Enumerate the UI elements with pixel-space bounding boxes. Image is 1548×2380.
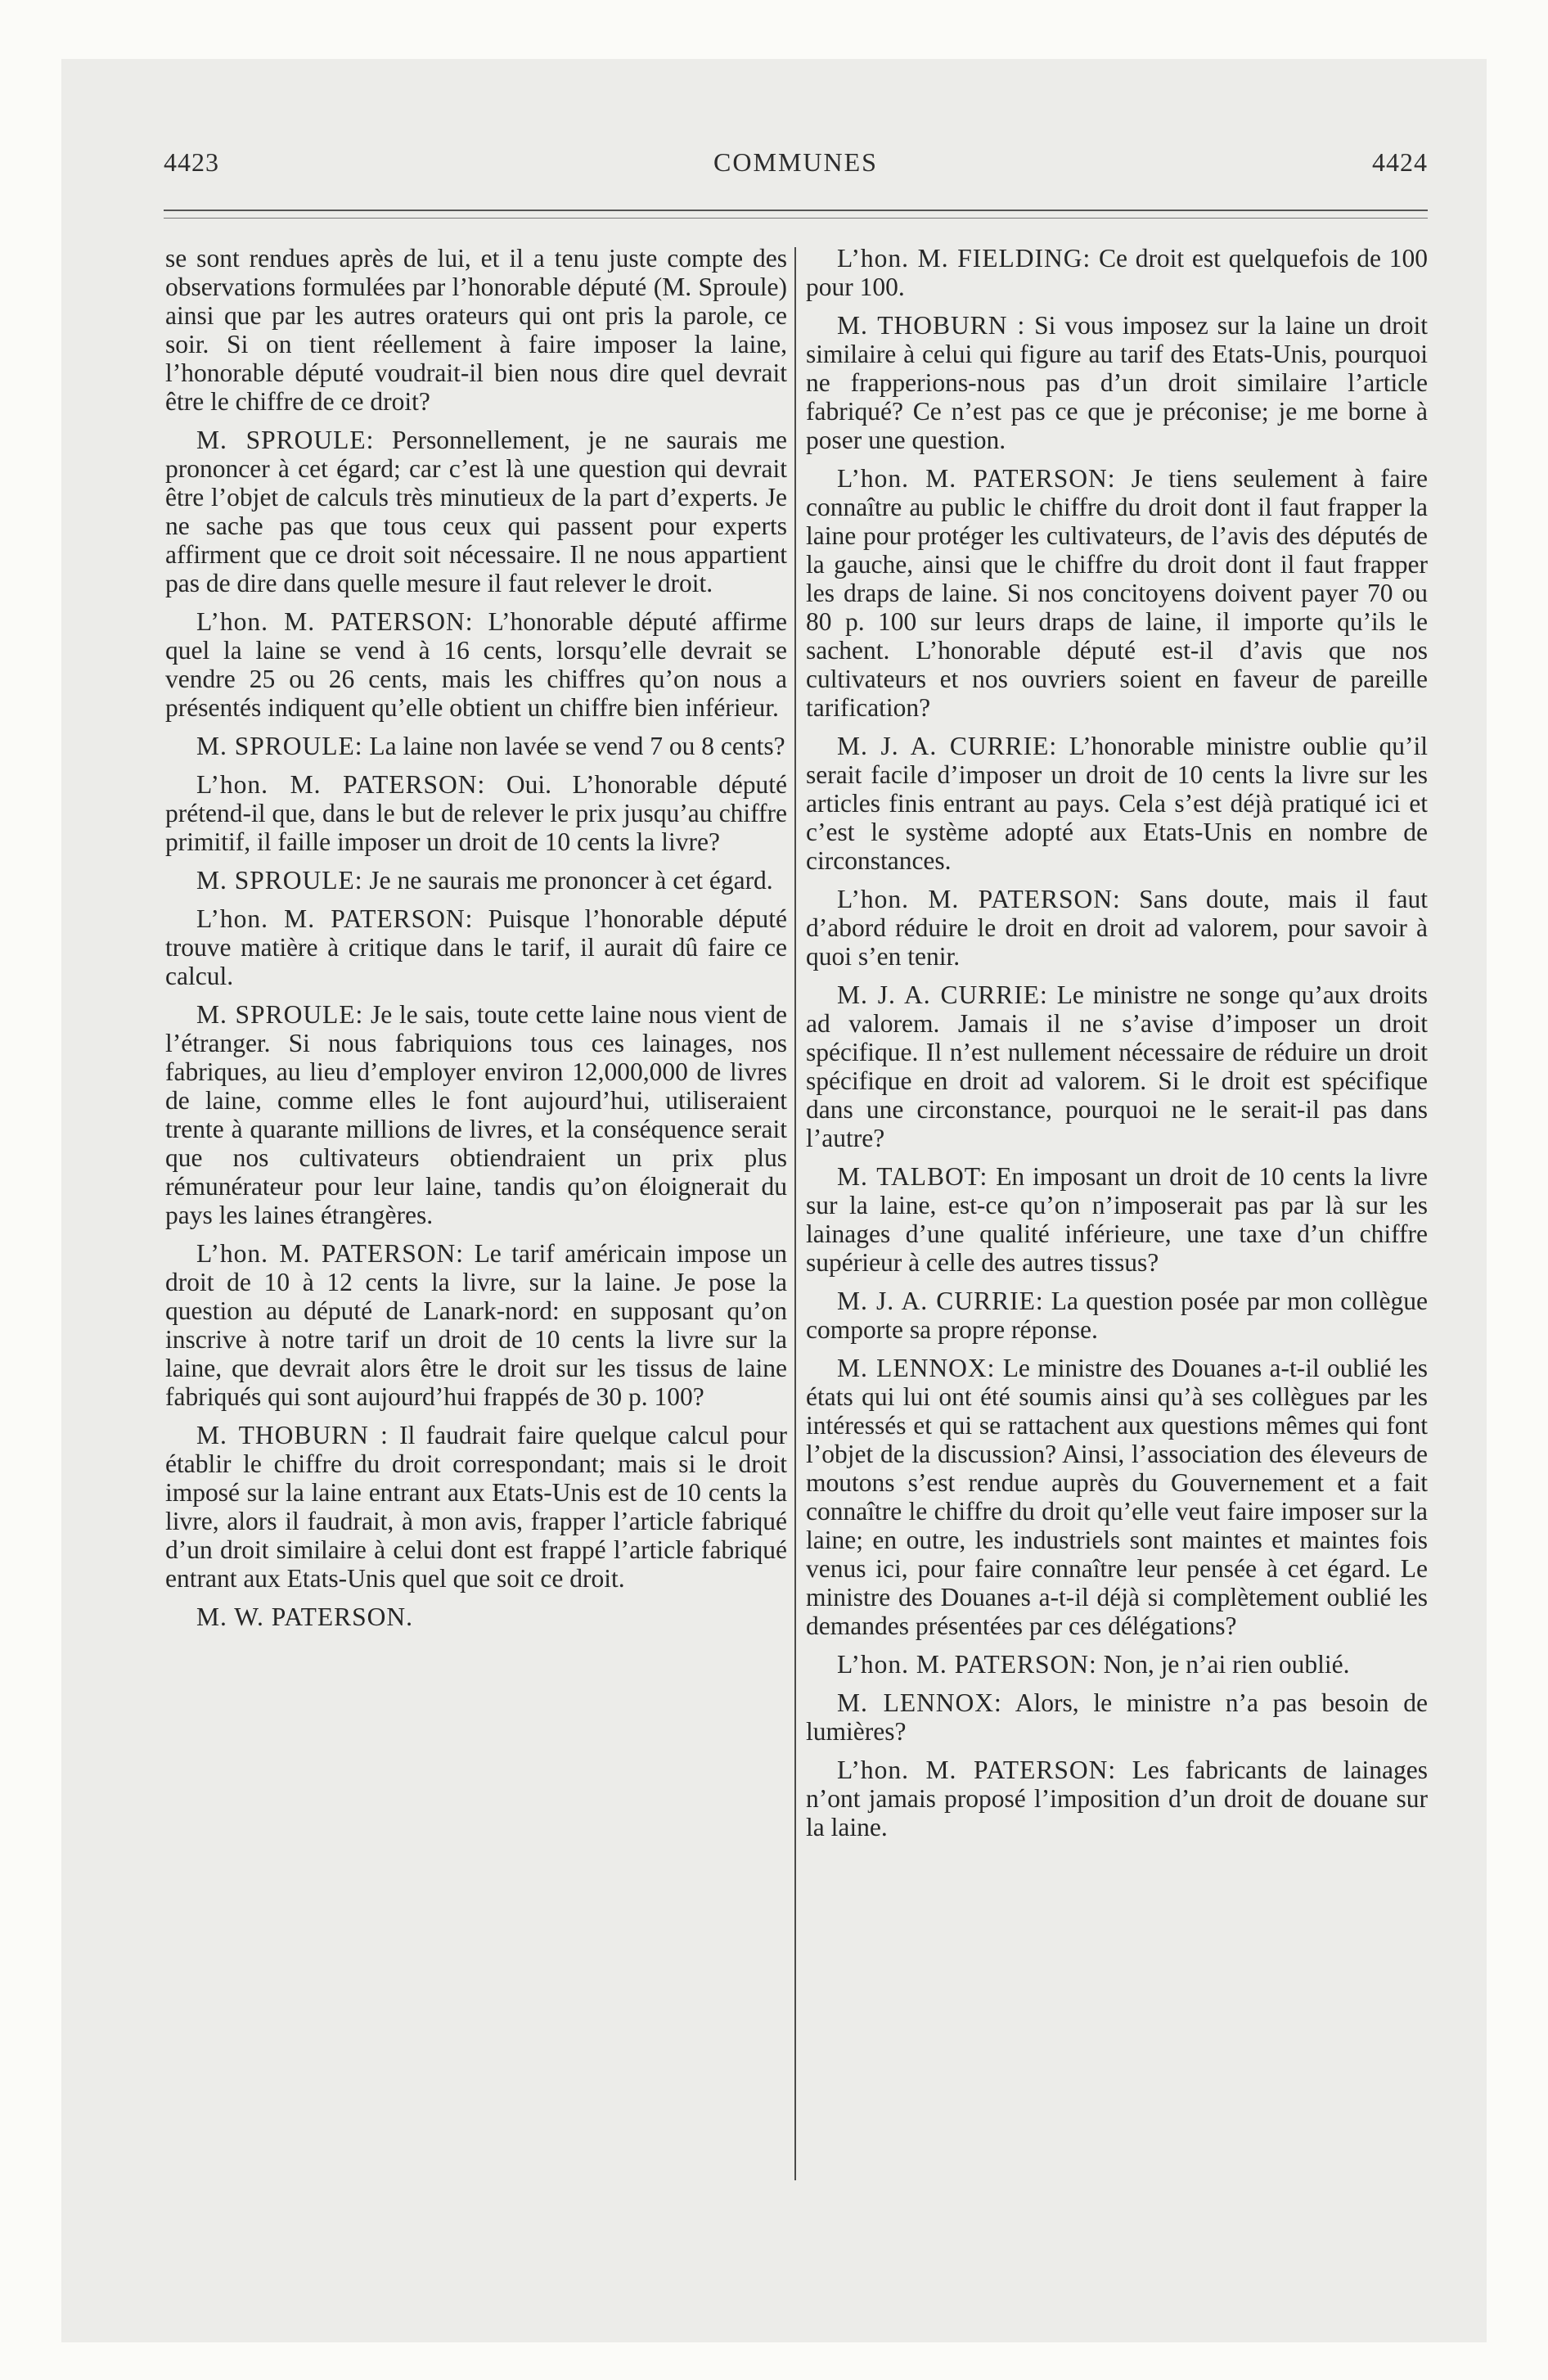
- speaker-name: L’hon. M. PATERSON:: [196, 904, 474, 933]
- speaker-name: L’hon. M. PATERSON:: [196, 770, 486, 799]
- page-header: [164, 147, 1428, 187]
- right-column: [806, 244, 1428, 1851]
- paragraph: [165, 1000, 787, 1229]
- left-column: [165, 244, 787, 1641]
- paragraph: [165, 426, 787, 597]
- speech-text: Ce droit est quelquefois de 100 pour 100.: [806, 244, 1428, 301]
- speech-text: Puisque l’honorable député trouve matière à critique dans le tarif, il aurait dû faire ce calcul.: [165, 904, 788, 990]
- paragraph: [165, 1421, 787, 1593]
- running-title: COMMUNES: [713, 147, 878, 177]
- speech-text: Le ministre des Douanes a-t-il oublié les états qui lui ont été soumis ainsi qu’à ses collègues par les intéressés et qui se rattachent aux questions mêmes qui font l’objet de la discussion? Ainsi, l’association des éleveurs de moutons s’est rendue auprès du Gouvernement et a fait connaître le chiffre du droit qu’elle veut faire imposer sur la laine; en outre, les industriels sont maintes et maintes fois venus ici, pour faire connaître leur pensée à cet égard. Le ministre des Douanes a-t-il déjà si complètement oublié les demandes présentées par ces délégations?: [806, 1354, 1428, 1640]
- speech-text: Il faudrait faire quelque calcul pour établir le chiffre du droit correspondant; mais si le droit imposé sur la laine entrant aux Etats-Unis est de 10 cents la livre, alors il faudrait, à mon avis, frapper l’article fabriqué d’un droit similaire à celui dont est frappé l’article fabriqué entrant aux Etats-Unis quel que soit ce droit.: [165, 1421, 787, 1593]
- speech-text: L’honorable député affirme quel la laine se vend à 16 cents, lorsqu’elle devrait se vendre 25 ou 26 cents, mais les chiffres qu’on nous a présentés indiquent qu’elle obtient un chiffre bien inférieur.: [165, 607, 788, 722]
- speaker-name: M. W. PATERSON.: [196, 1602, 414, 1631]
- paragraph: [806, 732, 1428, 875]
- speech-text: Alors, le ministre n’a pas besoin de lumières?: [806, 1688, 1428, 1746]
- paragraph: [806, 1688, 1428, 1746]
- speech-text: Le tarif américain impose un droit de 10 à 12 cents la livre, sur la laine. Je pose la question au député de Lanark-nord: en supposant qu’on inscrive à notre tarif un droit de 10 cents la livre sur la laine, que devrait alors être le droit sur les tissus de laine fabriqués qui sont aujourd’hui frappés de 30 p. 100?: [165, 1239, 787, 1411]
- header-rule: [164, 210, 1428, 211]
- speaker-name: M. TALBOT:: [837, 1162, 988, 1191]
- paragraph: [165, 904, 787, 990]
- paragraph: [806, 1650, 1428, 1679]
- speaker-name: M. THOBURN :: [837, 311, 1026, 340]
- page-number-right: 4424: [1372, 147, 1428, 177]
- speaker-name: M. THOBURN :: [196, 1421, 389, 1449]
- paragraph: [806, 1162, 1428, 1277]
- speech-text: Je ne saurais me prononcer à cet égard.: [362, 866, 773, 895]
- paragraph: [806, 980, 1428, 1152]
- speaker-name: M. LENNOX:: [837, 1688, 1002, 1717]
- speaker-name: L’hon. M. PATERSON:: [837, 1650, 1097, 1679]
- column-divider: [794, 247, 796, 2180]
- speaker-name: L’hon. M. FIELDING:: [837, 244, 1091, 273]
- paragraph: [806, 1756, 1428, 1841]
- speaker-name: M. J. A. CURRIE:: [837, 1287, 1044, 1315]
- speaker-name: M. SPROULE:: [196, 732, 363, 760]
- paragraph: [165, 1602, 787, 1631]
- paragraph: [165, 607, 787, 722]
- page-number-left: 4423: [164, 147, 219, 177]
- speaker-name: M. SPROULE:: [196, 1000, 364, 1029]
- speaker-name: M. LENNOX:: [837, 1354, 996, 1382]
- speaker-name: M. J. A. CURRIE:: [837, 980, 1048, 1009]
- paragraph: [806, 1354, 1428, 1640]
- speaker-name: L’hon. M. PATERSON:: [196, 1239, 465, 1268]
- paragraph: [806, 464, 1428, 722]
- speech-text: Non, je n’ai rien oublié.: [1096, 1650, 1350, 1679]
- speech-text: Je tiens seulement à faire connaître au public le chiffre du droit dont il faut frapper la laine pour protéger les cultivateurs, de l’avis des députés de la gauche, ainsi que le chiffre du droit dont il faut frapper les draps de laine. Si nos concitoyens doivent payer 70 ou 80 p. 100 sur leurs draps de laine, il importe qu’ils le sachent. L’honorable député est-il d’avis que nos cultivateurs et nos ouvriers soient en faveur de pareille tarification?: [806, 464, 1428, 722]
- speech-text: En imposant un droit de 10 cents la livre sur la laine, est-ce qu’on n’imposerait pas par là sur les lainages d’une qualité inférieure, une taxe d’un chiffre supérieur à celle des autres tissus?: [806, 1162, 1428, 1277]
- speaker-name: M. SPROULE:: [196, 866, 363, 895]
- speaker-name: M. SPROULE:: [196, 426, 375, 454]
- speech-text: Sans doute, mais il faut d’abord réduire le droit en droit ad valorem, pour savoir à quoi s’en tenir.: [806, 885, 1428, 971]
- speaker-name: L’hon. M. PATERSON:: [837, 885, 1121, 913]
- speech-text: Oui. L’honorable député prétend-il que, dans le but de relever le prix jusqu’au chiffre primitif, il faille imposer un droit de 10 cents la livre?: [165, 770, 787, 856]
- speech-text: Le ministre ne songe qu’aux droits ad valorem. Jamais il ne s’avise d’imposer un droit spécifique. Il n’est nullement nécessaire de réduire un droit spécifique en droit ad valorem. Si le droit est spécifique dans une circonstance, pourquoi ne le serait-il pas dans l’autre?: [806, 980, 1428, 1152]
- speaker-name: L’hon. M. PATERSON:: [837, 464, 1116, 493]
- speech-text: La laine non lavée se vend 7 ou 8 cents?: [362, 732, 785, 760]
- paragraph: [165, 732, 787, 760]
- speech-text: Les fabricants de lainages n’ont jamais proposé l’imposition d’un droit de douane sur la laine.: [806, 1756, 1428, 1841]
- speech-text: L’honorable ministre oublie qu’il serait facile d’imposer un droit de 10 cents la livre sur les articles finis entrant au pays. Cela s’est déjà pratiqué ici et c’est le système adopté aux Etats-Unis en nombre de circonstances.: [806, 732, 1428, 875]
- paragraph: [806, 311, 1428, 454]
- paragraph: [165, 244, 787, 416]
- paragraph: [806, 244, 1428, 301]
- paragraph: [806, 1287, 1428, 1344]
- speaker-name: L’hon. M. PATERSON:: [196, 607, 474, 636]
- speech-text: Je le sais, toute cette laine nous vient de l’étranger. Si nous fabriquions tous ces lainages, nos fabriques, au lieu d’employer environ 12,000,000 de livres de laine, comme elles le font aujourd’hui, utiliseraient trente à quarante millions de livres, et la conséquence serait que nos cultivateurs obtiendraient un prix plus rémunérateur pour leur laine, tandis qu’on éloignerait du pays les laines étrangères.: [165, 1000, 787, 1229]
- paragraph: [165, 770, 787, 856]
- speaker-name: L’hon. M. PATERSON:: [837, 1756, 1117, 1784]
- speech-text: Si vous imposez sur la laine un droit similaire à celui qui figure au tarif des Etats-Unis, pourquoi ne frapperions-nous pas d’un droit similaire l’article fabriqué? Ce n’est pas ce que je préconise; je me borne à poser une question.: [806, 311, 1428, 454]
- paragraph: [165, 866, 787, 895]
- speech-text: se sont rendues après de lui, et il a tenu juste compte des observations formulées par l’honorable député (M. Sproule) ainsi que par les autres orateurs qui ont pris la parole, ce soir. Si on tient réellement à faire imposer la laine, l’honorable député voudrait-il bien nous dire quel devrait être le chiffre de ce droit?: [165, 244, 787, 416]
- speaker-name: M. J. A. CURRIE:: [837, 732, 1058, 760]
- speech-text: La question posée par mon collègue comporte sa propre réponse.: [806, 1287, 1428, 1344]
- paragraph: [165, 1239, 787, 1411]
- speech-text: Personnellement, je ne saurais me prononcer à cet égard; car c’est là une question qui devrait être l’objet de calculs très minutieux de la part d’experts. Je ne sache pas que tous ceux qui passent pour experts affirment que ce droit soit nécessaire. Il ne nous appartient pas de dire dans quelle mesure il faut relever le droit.: [165, 426, 787, 597]
- paragraph: [806, 885, 1428, 971]
- header-rule-thin: [164, 218, 1428, 219]
